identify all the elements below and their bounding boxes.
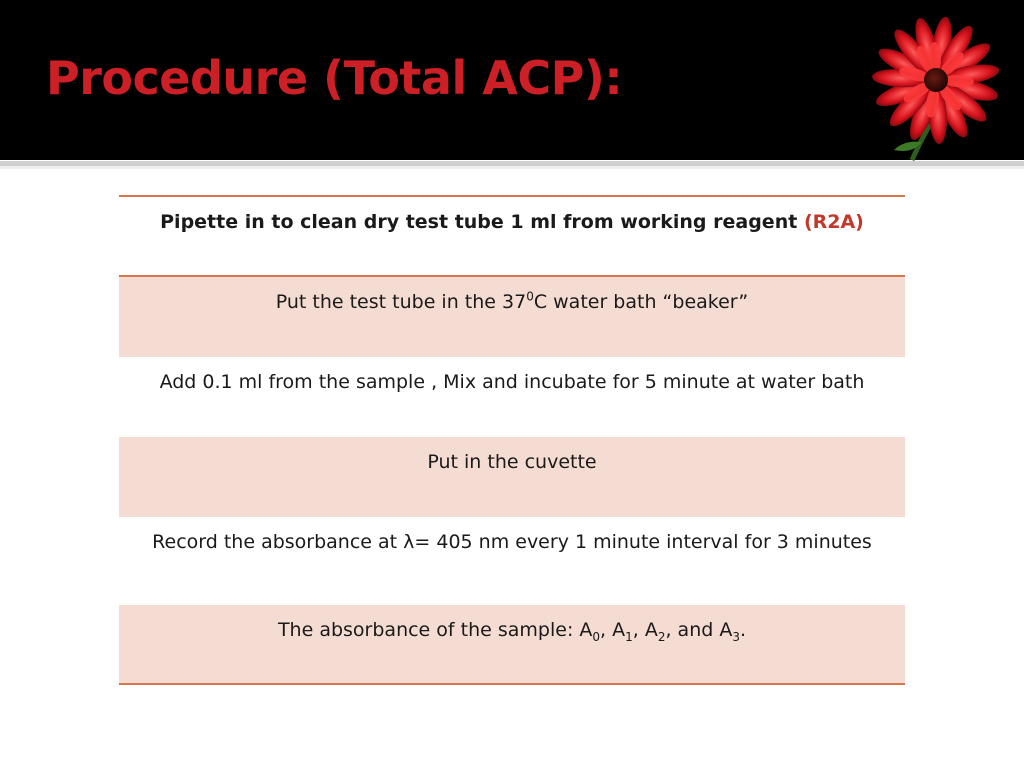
step-text: Put the test tube in the 37 bbox=[275, 291, 527, 313]
red-flower-icon bbox=[864, 14, 1004, 164]
step-text: C water bath “beaker” bbox=[533, 291, 749, 313]
table-row bbox=[119, 197, 905, 277]
step-text: , A bbox=[632, 619, 658, 641]
step-text: . bbox=[739, 619, 747, 641]
table-row bbox=[119, 437, 905, 517]
table-row bbox=[119, 605, 905, 685]
header-separator-shadow bbox=[0, 166, 1024, 169]
step-text: The absorbance of the sample: A bbox=[277, 619, 593, 641]
table-row bbox=[119, 517, 905, 605]
slide-title: Procedure (Total ACP): bbox=[46, 51, 623, 105]
step-text: , A bbox=[600, 619, 626, 641]
step-text: Add 0.1 ml from the sample , Mix and incubate for 5 minute at water bath bbox=[159, 371, 865, 393]
table-row bbox=[119, 277, 905, 357]
subscript: 1 bbox=[625, 629, 633, 644]
subscript: 3 bbox=[732, 629, 740, 644]
temperature-degree: 0 bbox=[526, 289, 534, 304]
subscript: 0 bbox=[592, 629, 601, 644]
table-row bbox=[119, 357, 905, 437]
reagent-label: (R2A) bbox=[803, 211, 864, 233]
step-text: Put in the cuvette bbox=[427, 451, 597, 473]
step-text: Record the absorbance at λ= 405 nm every 1 minute interval for 3 minutes bbox=[152, 531, 872, 553]
subscript: 2 bbox=[657, 629, 666, 644]
step-text: , and A bbox=[665, 619, 733, 641]
procedure-table bbox=[119, 195, 905, 685]
step-text: Pipette in to clean dry test tube 1 ml from working reagent bbox=[160, 211, 798, 233]
title-bar bbox=[0, 0, 1024, 160]
